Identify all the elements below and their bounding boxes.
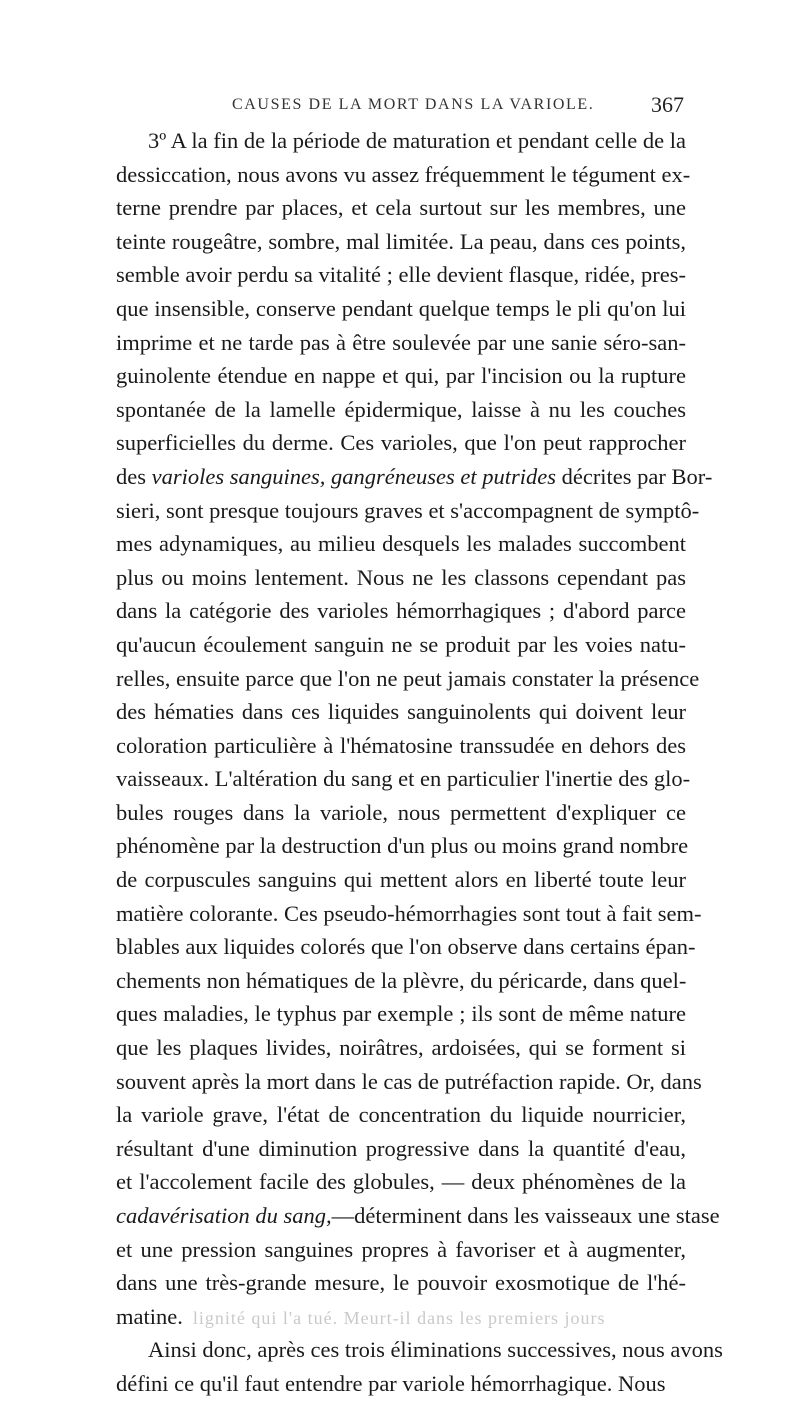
text-line: terne prendre par places, et cela surtout sur les membres, une	[116, 195, 686, 221]
text-line: dessiccation, nous avons vu assez fréquemment le tégument ex-	[116, 161, 691, 187]
text-line: dans une très-grande mesure, le pouvoir exosmotique de l'hé-	[116, 1270, 686, 1296]
text-line: des hématies dans ces liquides sanguinolents qui doivent leur	[116, 699, 686, 725]
text-line: semble avoir perdu sa vitalité ; elle devient flasque, ridée, pres-	[116, 262, 686, 288]
text-line: spontanée de la lamelle épidermique, laisse à nu les couches	[116, 396, 686, 422]
text-line: vaisseaux. L'altération du sang et en particulier l'inertie des glo-	[116, 766, 691, 792]
text-line: dans la catégorie des varioles hémorrhagiques ; d'abord parce	[116, 598, 686, 624]
body-text	[116, 124, 723, 1401]
text-line: chements non hématiques de la plèvre, du péricarde, dans quel-	[116, 967, 687, 993]
text-line: superficielles du derme. Ces varioles, que l'on peut rapprocher	[116, 430, 686, 456]
text-run: décrites par Bor-	[555, 463, 713, 489]
text-line: de corpuscules sanguins qui mettent alors en liberté toute leur	[116, 867, 686, 893]
italic-text: cadavérisation du sang,	[116, 1203, 332, 1228]
text-line: 3º A la fin de la période de maturation et pendant celle de la	[148, 128, 686, 153]
text-line	[116, 1300, 686, 1334]
text-run: des	[116, 463, 152, 489]
text-run: —déterminent dans les vaisseaux une stase	[331, 1203, 720, 1228]
text-line: phénomène par la destruction d'un plus ou moins grand nombre	[116, 833, 689, 859]
text-line: coloration particulière à l'hématosine transsudée en dehors des	[116, 732, 686, 758]
page-number: 367	[651, 92, 684, 117]
text-line: défini ce qu'il faut entendre par variole hémorrhagique. Nous	[116, 1370, 666, 1396]
italic-text: varioles sanguines, gangréneuses et putrides	[151, 463, 556, 489]
text-line: imprime et ne tarde pas à être soulevée par une sanie séro-san-	[116, 329, 686, 355]
bleed-through-text: lignité qui l'a tué. Meurt-il dans les premiers jours	[192, 1307, 606, 1328]
text-line: que insensible, conserve pendant quelque temps le pli qu'on lui	[116, 295, 686, 321]
text-line: blables aux liquides colorés que l'on observe dans certains épan-	[116, 934, 696, 960]
text-line: relles, ensuite parce que l'on ne peut jamais constater la présence	[116, 665, 700, 691]
text-line: matière colorante. Ces pseudo-hémorrhagies sont tout à fait sem-	[116, 900, 702, 926]
text-line: plus ou moins lentement. Nous ne les classons cependant pas	[116, 564, 686, 590]
text-line: résultant d'une diminution progressive dans la quantité d'eau,	[116, 1135, 686, 1161]
text-line: et l'accolement facile des globules, — deux phénomènes de la	[116, 1169, 686, 1195]
text-line: sieri, sont presque toujours graves et s'accompagnent de symptô-	[116, 497, 700, 523]
text-line: ques maladies, le typhus par exemple ; ils sont de même nature	[116, 1001, 686, 1027]
text-line: bules rouges dans la variole, nous permettent d'expliquer ce	[116, 799, 686, 825]
text-line: qu'aucun écoulement sanguin ne se produit par les voies natu-	[116, 631, 686, 657]
text-line	[116, 1199, 720, 1233]
text-line: souvent après la mort dans le cas de putréfaction rapide. Or, dans	[116, 1068, 702, 1094]
text-line: mes adynamiques, au milieu desquels les malades succombent	[116, 531, 686, 557]
text-line: guinolente étendue en nappe et qui, par l'incision ou la rupture	[116, 363, 686, 389]
text-line: et une pression sanguines propres à favoriser et à augmenter,	[116, 1236, 686, 1262]
text-run: matine.	[116, 1303, 183, 1329]
text-line	[116, 460, 713, 494]
text-line: teinte rougeâtre, sombre, mal limitée. La peau, dans ces points,	[116, 228, 686, 254]
text-line: que les plaques livides, noirâtres, ardoisées, qui se forment si	[116, 1035, 686, 1061]
text-line: Ainsi donc, après ces trois éliminations successives, nous avons	[148, 1337, 723, 1363]
page-header	[0, 92, 686, 122]
running-title: CAUSES DE LA MORT DANS LA VARIOLE.	[232, 96, 595, 113]
text-line: la variole grave, l'état de concentration du liquide nourricier,	[116, 1102, 686, 1128]
